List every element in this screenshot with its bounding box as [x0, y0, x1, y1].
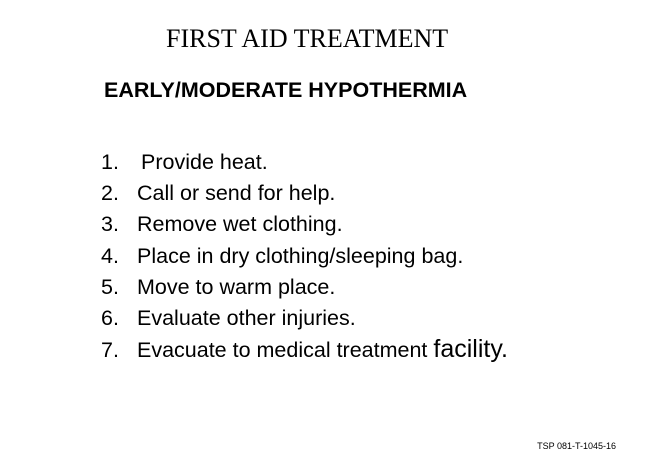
- step-item: [101, 303, 508, 334]
- step-text-tail: facility.: [433, 335, 508, 364]
- step-text: [137, 334, 508, 366]
- step-item: [101, 272, 508, 303]
- step-number: 3.: [101, 212, 119, 237]
- step-text: Call or send for help.: [137, 181, 336, 206]
- step-text-main: Evacuate to medical treatment: [137, 338, 434, 363]
- step-number: 2.: [101, 181, 119, 206]
- step-text: Evaluate other injuries.: [137, 305, 356, 330]
- step-number: 6.: [101, 305, 119, 330]
- step-number: 1.: [101, 150, 119, 174]
- step-item: [101, 209, 508, 240]
- step-text: Move to warm place.: [137, 274, 336, 299]
- step-text: Remove wet clothing.: [137, 212, 343, 237]
- step-number: 5.: [101, 274, 119, 299]
- step-item: [101, 147, 508, 178]
- step-item: [101, 334, 508, 365]
- step-item: [101, 241, 508, 272]
- step-number: 4.: [101, 243, 119, 268]
- document-reference: TSP 081-T-1045-16: [537, 441, 616, 451]
- step-text: Provide heat.: [141, 150, 268, 174]
- treatment-steps-list: [101, 147, 508, 365]
- slide-subtitle: EARLY/MODERATE HYPOTHERMIA: [104, 78, 468, 102]
- step-text: Place in dry clothing/sleeping bag.: [137, 243, 464, 268]
- slide-title: FIRST AID TREATMENT: [166, 24, 449, 53]
- step-number: 7.: [101, 338, 119, 363]
- step-item: [101, 178, 508, 209]
